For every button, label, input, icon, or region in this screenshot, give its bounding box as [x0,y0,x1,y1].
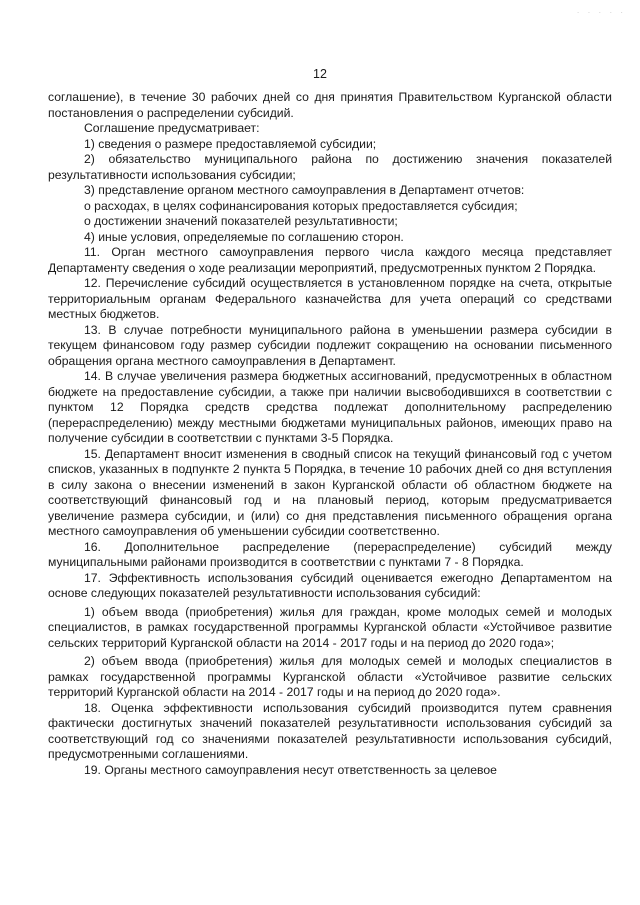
paragraph-continuation: соглашение), в течение 30 рабочих дней со дня принятия Правительством Курганской области постановления о распределении субсидий. [48,90,612,120]
paragraph-agreement-item-1: 1) сведения о размере предоставляемой субсидии; [84,136,377,151]
paragraph-13: 13. В случае потребности муниципального района в уменьшении размера субсидии в текущем финансовом году размер субсидии подлежит сокращению на основании письменного обращения органа местного самоуправления в Департамент. [48,322,612,368]
paragraph-12: 12. Перечисление субсидий осуществляется в установленном порядке на счета, открытые территориальным органам Федерального казначейства для учета операций со средствами местных бюджетов. [48,276,612,321]
paragraph-17-item-1: 1) объем ввода (приобретения) жилья для граждан, кроме молодых семей и молодых специалистов, в рамках государственной программы Курганской области «Устойчивое развитие сельских территорий Курганской области на 2014 - 2017 годы и на период до 2020 года»; [48,604,612,650]
document-body [48,90,612,778]
paragraph-agreement-item-2: 2) обязательство муниципального района по достижению значения показателей результативности использования субсидии; [48,152,612,182]
paragraph-11: 11. Орган местного самоуправления первого числа каждого месяца представляет Департаменту сведения о ходе реализации мероприятий, предусмотренных пунктом 2 Порядка. [48,245,612,275]
page-number: 12 [313,67,327,81]
paragraph-18: 18. Оценка эффективности использования субсидий производится путем сравнения фактически достигнутых значений показателей результативности использования субсидий за соответствующий год со значениями показателей результативности использования субсидий, предусмотренными соглашениями. [48,700,612,761]
paragraph-17-item-2: 2) объем ввода (приобретения) жилья для молодых семей и молодых специалистов в рамках государственной программы Курганской области «Устойчивое развитие сельских территорий Курганской области на 2014 - 2017 годы и на период до 2020 года». [48,654,612,699]
paragraph-16: 16. Дополнительное распределение (перераспределение) субсидий между муниципальными районами производится в соответствии с пунктами 7 - 8 Порядка. [48,539,612,569]
paragraph-agreement-item-3a: о расходах, в целях софинансирования которых предоставляется субсидия; [84,198,518,213]
paragraph-14: 14. В случае увеличения размера бюджетных ассигнований, предусмотренных в областном бюджете на предоставление субсидии, а также при наличии высвободившихся в соответствии с пунктом 12 Порядка средств средства подлежат дополнительному распределению (перераспределению) между местными бюджетами муниципальных районов, имеющих право на получение субсидии в соответствии с пунктами 3-5 Порядка. [48,369,612,445]
paragraph-agreement-item-4: 4) иные условия, определяемые по соглашению сторон. [84,229,404,244]
paragraph-17: 17. Эффективность использования субсидий оценивается ежегодно Департаментом на основе следующих показателей результативности использования субсидий: [48,570,612,600]
scan-corner-marks: · · · · · [576,8,626,17]
paragraph-19: 19. Органы местного самоуправления несут ответственность за целевое [84,762,497,777]
paragraph-15: 15. Департамент вносит изменения в сводный список на текущий финансовый год с учетом списков, указанных в подпункте 2 пункта 5 Порядка, в течение 10 рабочих дней со дня вступления в силу закона о внесении изменений в закон Курганской области об областном бюджете на соответствующий финансовый год и на плановый период, которым предусматривается увеличение размера субсидии, и (или) со дня представления письменного обращения органа местного самоуправления об уменьшении субсидии соответственно. [48,446,612,538]
paragraph-agreement-intro: Соглашение предусматривает: [84,121,260,135]
paragraph-agreement-item-3b: о достижении значений показателей результативности; [84,214,398,228]
paragraph-agreement-item-3: 3) представление органом местного самоуправления в Департамент отчетов: [84,183,525,197]
